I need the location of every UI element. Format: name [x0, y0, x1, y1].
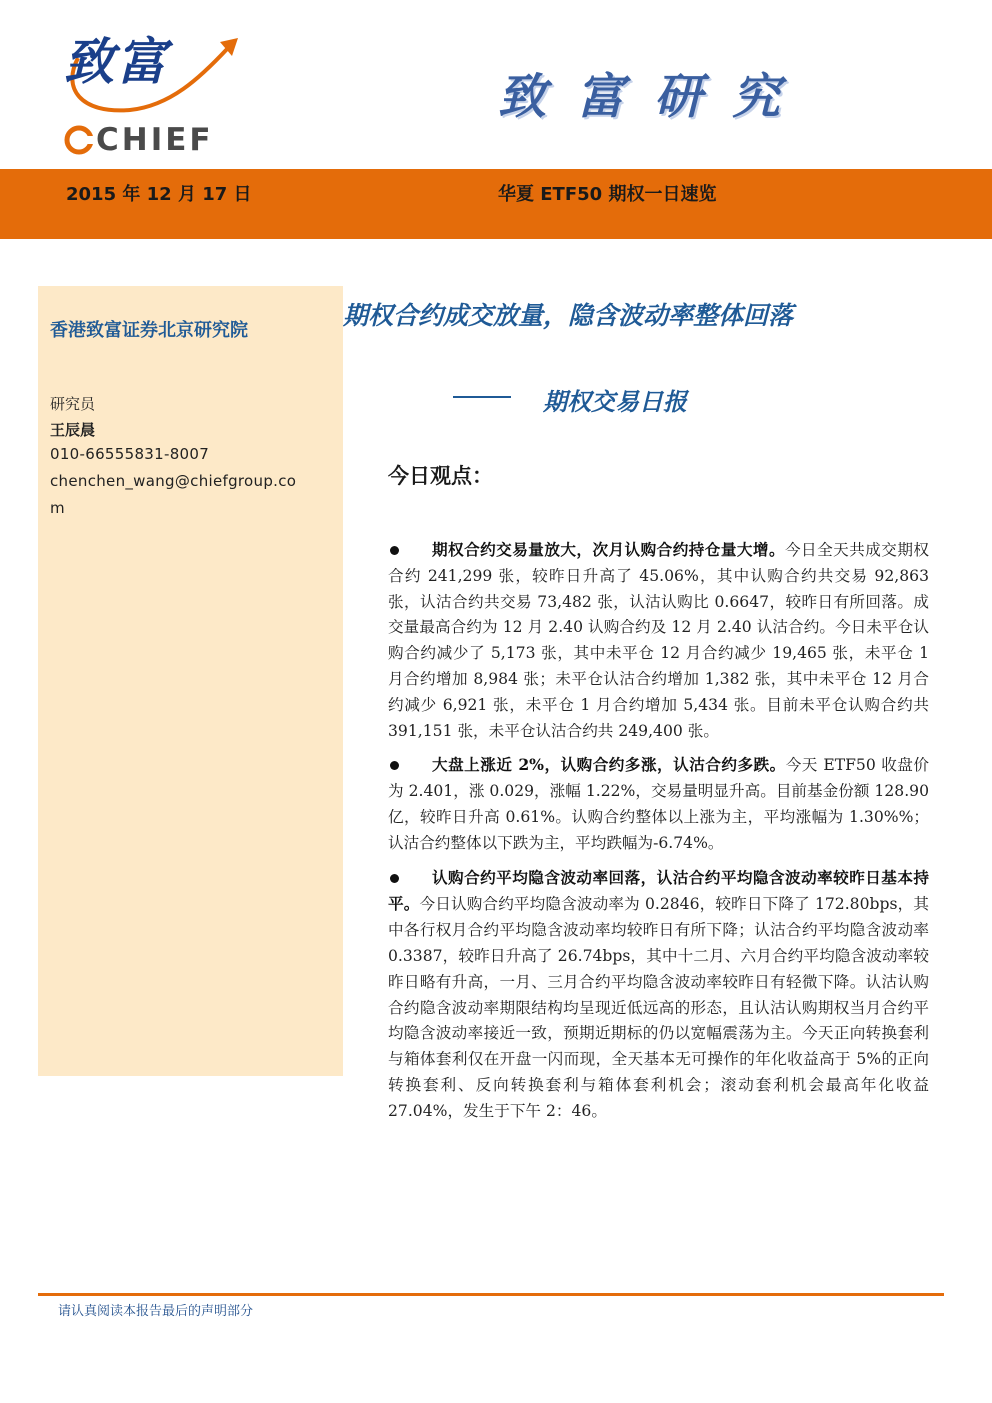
- subtitle-dash: [453, 396, 511, 398]
- footer-disclaimer: 请认真阅读本报告最后的声明部分: [58, 1304, 254, 1319]
- viewpoint-item: [388, 865, 929, 1125]
- report-subtitle: 期权交易日报: [543, 387, 687, 416]
- sidebar-org-name: 香港致富证券北京研究院: [50, 320, 248, 341]
- bullet-dot: [390, 546, 399, 555]
- viewpoint-lead: 期权合约交易量放大，次月认购合约持仓量大增。: [432, 540, 786, 559]
- viewpoint-lead: 认购合约平均隐含波动率回落，认沽合约平均隐含波动率较昨日基本持平。: [388, 867, 929, 914]
- viewpoint-item: [388, 537, 929, 744]
- report-series-title: 华夏 ETF50 期权一日速览: [498, 184, 717, 205]
- bullet-dot: [390, 874, 399, 883]
- analyst-phone: 010-66555831-8007: [50, 445, 210, 463]
- logo-chinese-text: 致富: [64, 32, 168, 91]
- footer-divider: [38, 1293, 944, 1296]
- brand-title: 致富研究: [498, 69, 811, 125]
- logo-swirl-icon: [64, 125, 94, 155]
- logo-english-text: CHIEF: [96, 122, 214, 158]
- viewpoint-body: 今日认购合约平均隐含波动率为 0.2846，较昨日下降了 172.80bps，其中各行权月合约平均隐含波动率均较昨日有所下降；认沽合约平均隐含波动率 0.3387，较昨日升高了 26.74bps，其中十二月、六月合约平均隐含波动率较昨日略有升高，一月、三月合约平均隐含波动率较昨日有轻微下降。认沽认购合约隐含波动率期限结构均呈现近低远高的形态，且认沽认购期权当月合约平均隐含波动率接近一致，预期近期标的仍以宽幅震荡为主。今天正向转换套利与箱体套利仅在开盘一闪而现，全天基本无可操作的年化收益高于 5%的正向转换套利、反向转换套利与箱体套利机会；滚动套利机会最高年化收益 27.04%，发生于下午 2：46。: [388, 895, 929, 1120]
- analyst-role: 研究员: [50, 395, 96, 413]
- section-heading: 今日观点：: [388, 463, 493, 488]
- viewpoint-body: 今日全天共成交期权合约 241,299 张，较昨日升高了 45.06%，其中认购合约共交易 92,863 张，认沽合约共交易 73,482 张，认沽认购比 0.6647，较昨日有所回落。成交量最高合约为 12 月 2.40 认购合约及 12 月 2.40 认沽合约。今日未平仓认购合约减少了 5,173 张，其中未平仓 12 月合约减少 19,465 张，未平仓 1 月合约增加 8,984 张；未平仓认沽合约增加 1,382 张，其中未平仓 12 月合约减少 6,921 张，未平仓 1 月合约增加 5,434 张。目前未平仓认购合约共 391,151 张，未平仓认沽合约共 249,400 张。: [388, 541, 929, 740]
- viewpoint-body: 今天 ETF50 收盘价为 2.401，涨 0.029，涨幅 1.22%，交易量明显升高。目前基金份额 128.90 亿，较昨日升高 0.61%。认购合约整体以上涨为主，平均涨幅为 1.30%%；认沽合约整体以下跌为主，平均跌幅为-6.74%。: [388, 756, 929, 852]
- report-date: 2015 年 12 月 17 日: [66, 184, 252, 205]
- analyst-email: chenchen_wang@chiefgroup.co: [50, 472, 297, 490]
- bullet-dot: [390, 761, 399, 770]
- viewpoint-item: [388, 752, 929, 856]
- analyst-name: 王辰晨: [50, 421, 96, 439]
- viewpoint-lead: 大盘上涨近 2%，认购合约多涨，认沽合约多跌。: [432, 755, 786, 775]
- report-title: 期权合约成交放量，隐含波动率整体回落: [343, 301, 794, 330]
- analyst-email-continued: m: [50, 499, 65, 517]
- viewpoints-list: [388, 537, 929, 1133]
- chief-logo: [60, 18, 250, 158]
